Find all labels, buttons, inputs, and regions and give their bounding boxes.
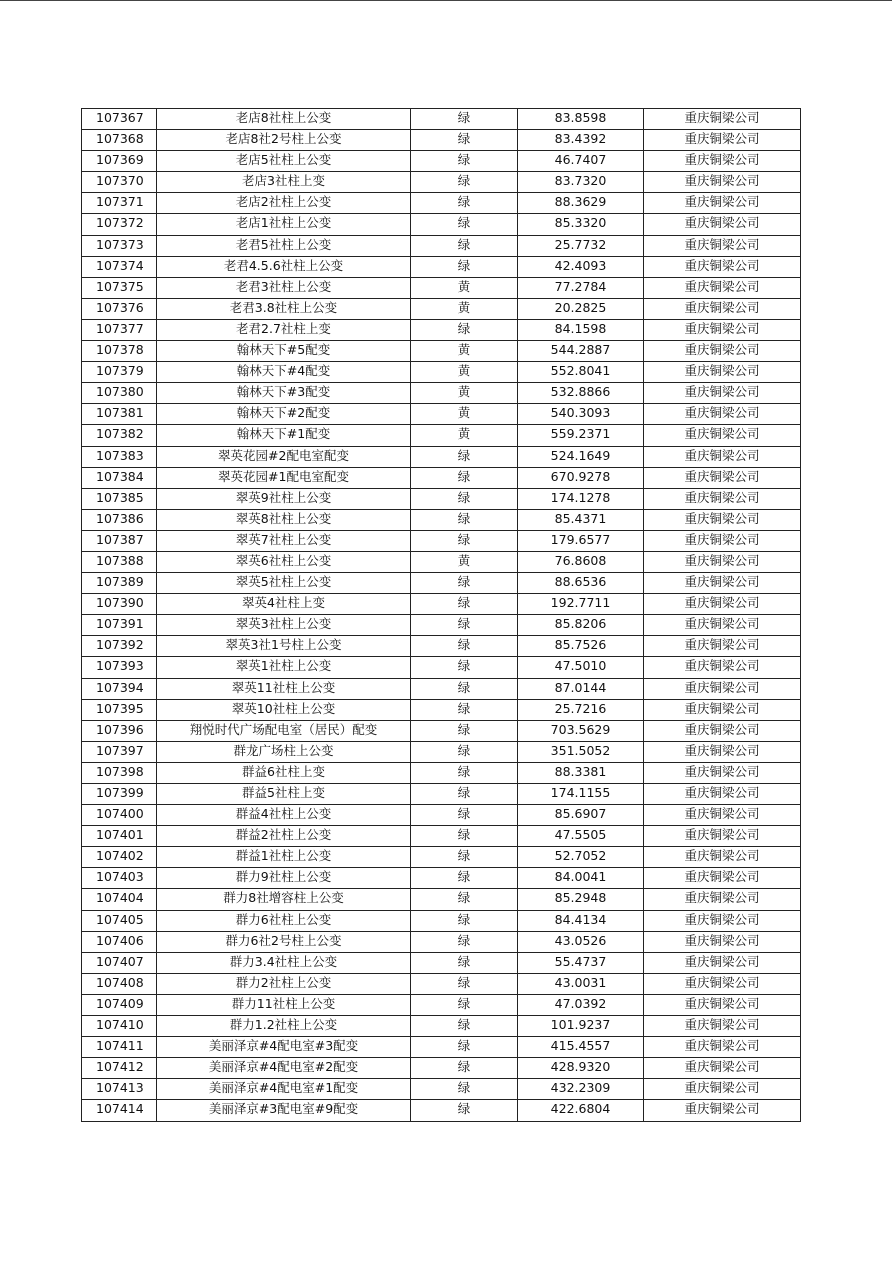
cell-name: 翠英3社柱上公变	[157, 615, 411, 636]
cell-id: 107404	[82, 889, 157, 910]
cell-name: 群力2社柱上公变	[157, 973, 411, 994]
cell-value: 42.4093	[518, 256, 644, 277]
cell-name: 群力11社柱上公变	[157, 994, 411, 1015]
cell-value: 88.3381	[518, 762, 644, 783]
cell-id: 107378	[82, 341, 157, 362]
cell-name: 美丽泽京#4配电室#3配变	[157, 1037, 411, 1058]
cell-name: 老君4.5.6社柱上公变	[157, 256, 411, 277]
cell-id: 107410	[82, 1016, 157, 1037]
cell-value: 670.9278	[518, 467, 644, 488]
table-row	[82, 910, 801, 931]
cell-status-color: 绿	[411, 847, 518, 868]
cell-company: 重庆铜梁公司	[644, 973, 801, 994]
table-row	[82, 573, 801, 594]
cell-name: 老店8社柱上公变	[157, 109, 411, 130]
cell-status-color: 绿	[411, 594, 518, 615]
cell-company: 重庆铜梁公司	[644, 130, 801, 151]
cell-status-color: 绿	[411, 467, 518, 488]
table-row	[82, 530, 801, 551]
cell-status-color: 黄	[411, 277, 518, 298]
cell-id: 107375	[82, 277, 157, 298]
cell-status-color: 黄	[411, 341, 518, 362]
table-row	[82, 678, 801, 699]
cell-company: 重庆铜梁公司	[644, 1100, 801, 1121]
cell-company: 重庆铜梁公司	[644, 298, 801, 319]
cell-name: 翰林天下#4配变	[157, 362, 411, 383]
cell-id: 107414	[82, 1100, 157, 1121]
cell-company: 重庆铜梁公司	[644, 994, 801, 1015]
cell-company: 重庆铜梁公司	[644, 931, 801, 952]
cell-name: 翠英9社柱上公变	[157, 488, 411, 509]
cell-status-color: 绿	[411, 699, 518, 720]
cell-value: 46.7407	[518, 151, 644, 172]
cell-name: 美丽泽京#3配电室#9配变	[157, 1100, 411, 1121]
cell-name: 翠英8社柱上公变	[157, 509, 411, 530]
cell-id: 107392	[82, 636, 157, 657]
cell-name: 群益6社柱上变	[157, 762, 411, 783]
cell-name: 翠英5社柱上公变	[157, 573, 411, 594]
cell-id: 107380	[82, 383, 157, 404]
cell-company: 重庆铜梁公司	[644, 762, 801, 783]
cell-status-color: 绿	[411, 868, 518, 889]
cell-company: 重庆铜梁公司	[644, 488, 801, 509]
cell-status-color: 绿	[411, 214, 518, 235]
cell-status-color: 绿	[411, 1037, 518, 1058]
cell-id: 107393	[82, 657, 157, 678]
transformer-table	[81, 108, 801, 1122]
cell-value: 25.7216	[518, 699, 644, 720]
cell-value: 47.0392	[518, 994, 644, 1015]
cell-name: 群益4社柱上公变	[157, 805, 411, 826]
cell-status-color: 绿	[411, 994, 518, 1015]
cell-status-color: 绿	[411, 256, 518, 277]
table-row	[82, 1016, 801, 1037]
cell-status-color: 绿	[411, 741, 518, 762]
table-row	[82, 889, 801, 910]
table-row	[82, 784, 801, 805]
table-row	[82, 172, 801, 193]
cell-value: 43.0526	[518, 931, 644, 952]
cell-id: 107372	[82, 214, 157, 235]
cell-name: 群力6社2号柱上公变	[157, 931, 411, 952]
cell-status-color: 绿	[411, 762, 518, 783]
cell-id: 107382	[82, 425, 157, 446]
cell-company: 重庆铜梁公司	[644, 868, 801, 889]
table-row	[82, 383, 801, 404]
cell-company: 重庆铜梁公司	[644, 636, 801, 657]
table-row	[82, 467, 801, 488]
cell-name: 群力1.2社柱上公变	[157, 1016, 411, 1037]
cell-value: 83.8598	[518, 109, 644, 130]
cell-status-color: 绿	[411, 910, 518, 931]
cell-name: 翰林天下#2配变	[157, 404, 411, 425]
cell-value: 174.1278	[518, 488, 644, 509]
cell-value: 85.7526	[518, 636, 644, 657]
cell-company: 重庆铜梁公司	[644, 657, 801, 678]
cell-value: 20.2825	[518, 298, 644, 319]
cell-id: 107386	[82, 509, 157, 530]
cell-name: 美丽泽京#4配电室#2配变	[157, 1058, 411, 1079]
cell-status-color: 绿	[411, 319, 518, 340]
cell-value: 83.4392	[518, 130, 644, 151]
cell-company: 重庆铜梁公司	[644, 509, 801, 530]
cell-value: 52.7052	[518, 847, 644, 868]
cell-id: 107399	[82, 784, 157, 805]
cell-id: 107387	[82, 530, 157, 551]
cell-id: 107369	[82, 151, 157, 172]
cell-company: 重庆铜梁公司	[644, 720, 801, 741]
cell-status-color: 绿	[411, 1079, 518, 1100]
cell-company: 重庆铜梁公司	[644, 699, 801, 720]
cell-company: 重庆铜梁公司	[644, 551, 801, 572]
table-row	[82, 1037, 801, 1058]
cell-id: 107401	[82, 826, 157, 847]
cell-status-color: 绿	[411, 1016, 518, 1037]
table-row	[82, 994, 801, 1015]
table-row	[82, 341, 801, 362]
cell-value: 85.3320	[518, 214, 644, 235]
table-row	[82, 636, 801, 657]
cell-id: 107388	[82, 551, 157, 572]
table-row	[82, 214, 801, 235]
cell-value: 47.5505	[518, 826, 644, 847]
cell-company: 重庆铜梁公司	[644, 383, 801, 404]
cell-company: 重庆铜梁公司	[644, 1058, 801, 1079]
cell-id: 107406	[82, 931, 157, 952]
table-row	[82, 615, 801, 636]
cell-value: 85.8206	[518, 615, 644, 636]
cell-name: 翠英花园#1配电室配变	[157, 467, 411, 488]
table-row	[82, 425, 801, 446]
cell-name: 翠英7社柱上公变	[157, 530, 411, 551]
cell-id: 107403	[82, 868, 157, 889]
cell-status-color: 绿	[411, 826, 518, 847]
cell-id: 107402	[82, 847, 157, 868]
cell-status-color: 绿	[411, 805, 518, 826]
cell-value: 524.1649	[518, 446, 644, 467]
cell-value: 25.7732	[518, 235, 644, 256]
cell-status-color: 黄	[411, 383, 518, 404]
table-row	[82, 446, 801, 467]
table-row	[82, 868, 801, 889]
cell-status-color: 黄	[411, 362, 518, 383]
cell-company: 重庆铜梁公司	[644, 1016, 801, 1037]
cell-company: 重庆铜梁公司	[644, 319, 801, 340]
table-row	[82, 952, 801, 973]
cell-company: 重庆铜梁公司	[644, 446, 801, 467]
cell-company: 重庆铜梁公司	[644, 277, 801, 298]
cell-name: 翰林天下#3配变	[157, 383, 411, 404]
table-row	[82, 404, 801, 425]
cell-name: 群力3.4社柱上公变	[157, 952, 411, 973]
table-row	[82, 151, 801, 172]
cell-value: 101.9237	[518, 1016, 644, 1037]
cell-name: 老店2社柱上公变	[157, 193, 411, 214]
cell-name: 群益1社柱上公变	[157, 847, 411, 868]
cell-name: 翠英1社柱上公变	[157, 657, 411, 678]
cell-status-color: 绿	[411, 151, 518, 172]
cell-value: 84.4134	[518, 910, 644, 931]
cell-name: 翠英11社柱上公变	[157, 678, 411, 699]
cell-status-color: 绿	[411, 973, 518, 994]
table-row	[82, 657, 801, 678]
cell-id: 107391	[82, 615, 157, 636]
table-row	[82, 826, 801, 847]
cell-company: 重庆铜梁公司	[644, 826, 801, 847]
cell-name: 美丽泽京#4配电室#1配变	[157, 1079, 411, 1100]
cell-company: 重庆铜梁公司	[644, 362, 801, 383]
cell-company: 重庆铜梁公司	[644, 151, 801, 172]
cell-value: 559.2371	[518, 425, 644, 446]
cell-name: 老店5社柱上公变	[157, 151, 411, 172]
cell-value: 88.3629	[518, 193, 644, 214]
cell-id: 107374	[82, 256, 157, 277]
table-row	[82, 256, 801, 277]
table-row	[82, 319, 801, 340]
cell-name: 翔悦时代广场配电室（居民）配变	[157, 720, 411, 741]
cell-status-color: 绿	[411, 446, 518, 467]
cell-value: 415.4557	[518, 1037, 644, 1058]
cell-value: 703.5629	[518, 720, 644, 741]
cell-company: 重庆铜梁公司	[644, 784, 801, 805]
cell-status-color: 绿	[411, 573, 518, 594]
cell-value: 422.6804	[518, 1100, 644, 1121]
cell-name: 老君3.8社柱上公变	[157, 298, 411, 319]
cell-company: 重庆铜梁公司	[644, 1079, 801, 1100]
cell-name: 老店8社2号柱上公变	[157, 130, 411, 151]
cell-status-color: 绿	[411, 488, 518, 509]
table-row	[82, 509, 801, 530]
cell-name: 翠英3社1号柱上公变	[157, 636, 411, 657]
cell-value: 192.7711	[518, 594, 644, 615]
cell-name: 老店3社柱上变	[157, 172, 411, 193]
cell-id: 107400	[82, 805, 157, 826]
cell-status-color: 黄	[411, 298, 518, 319]
cell-status-color: 绿	[411, 889, 518, 910]
cell-company: 重庆铜梁公司	[644, 256, 801, 277]
cell-id: 107394	[82, 678, 157, 699]
cell-company: 重庆铜梁公司	[644, 404, 801, 425]
cell-value: 428.9320	[518, 1058, 644, 1079]
cell-company: 重庆铜梁公司	[644, 214, 801, 235]
cell-id: 107384	[82, 467, 157, 488]
cell-company: 重庆铜梁公司	[644, 193, 801, 214]
table-row	[82, 1100, 801, 1121]
cell-status-color: 黄	[411, 551, 518, 572]
cell-company: 重庆铜梁公司	[644, 235, 801, 256]
cell-status-color: 绿	[411, 1100, 518, 1121]
cell-name: 老君5社柱上公变	[157, 235, 411, 256]
cell-name: 翠英花园#2配电室配变	[157, 446, 411, 467]
table-row	[82, 488, 801, 509]
cell-status-color: 绿	[411, 784, 518, 805]
cell-value: 76.8608	[518, 551, 644, 572]
cell-value: 85.2948	[518, 889, 644, 910]
cell-value: 77.2784	[518, 277, 644, 298]
cell-value: 84.1598	[518, 319, 644, 340]
cell-company: 重庆铜梁公司	[644, 467, 801, 488]
cell-value: 85.6907	[518, 805, 644, 826]
table-row	[82, 720, 801, 741]
cell-value: 43.0031	[518, 973, 644, 994]
table-row	[82, 847, 801, 868]
cell-value: 47.5010	[518, 657, 644, 678]
cell-id: 107379	[82, 362, 157, 383]
cell-status-color: 绿	[411, 193, 518, 214]
cell-id: 107373	[82, 235, 157, 256]
cell-value: 88.6536	[518, 573, 644, 594]
cell-id: 107371	[82, 193, 157, 214]
table-row	[82, 1058, 801, 1079]
cell-id: 107381	[82, 404, 157, 425]
cell-company: 重庆铜梁公司	[644, 1037, 801, 1058]
cell-company: 重庆铜梁公司	[644, 952, 801, 973]
cell-name: 翠英6社柱上公变	[157, 551, 411, 572]
table-row	[82, 741, 801, 762]
table-row	[82, 362, 801, 383]
cell-status-color: 绿	[411, 109, 518, 130]
cell-id: 107408	[82, 973, 157, 994]
cell-company: 重庆铜梁公司	[644, 910, 801, 931]
cell-status-color: 绿	[411, 172, 518, 193]
cell-name: 老君2.7社柱上变	[157, 319, 411, 340]
cell-value: 544.2887	[518, 341, 644, 362]
cell-id: 107377	[82, 319, 157, 340]
table-row	[82, 298, 801, 319]
cell-name: 翠英10社柱上公变	[157, 699, 411, 720]
cell-company: 重庆铜梁公司	[644, 615, 801, 636]
cell-status-color: 绿	[411, 130, 518, 151]
cell-value: 532.8866	[518, 383, 644, 404]
cell-name: 群益5社柱上变	[157, 784, 411, 805]
cell-name: 群力6社柱上公变	[157, 910, 411, 931]
cell-status-color: 绿	[411, 657, 518, 678]
cell-id: 107395	[82, 699, 157, 720]
cell-company: 重庆铜梁公司	[644, 805, 801, 826]
cell-company: 重庆铜梁公司	[644, 109, 801, 130]
table-row	[82, 805, 801, 826]
cell-company: 重庆铜梁公司	[644, 889, 801, 910]
cell-id: 107407	[82, 952, 157, 973]
cell-status-color: 绿	[411, 509, 518, 530]
cell-value: 83.7320	[518, 172, 644, 193]
cell-status-color: 绿	[411, 678, 518, 699]
cell-name: 群益2社柱上公变	[157, 826, 411, 847]
cell-id: 107385	[82, 488, 157, 509]
cell-status-color: 绿	[411, 636, 518, 657]
cell-id: 107390	[82, 594, 157, 615]
table-row	[82, 1079, 801, 1100]
cell-company: 重庆铜梁公司	[644, 530, 801, 551]
cell-company: 重庆铜梁公司	[644, 573, 801, 594]
cell-id: 107405	[82, 910, 157, 931]
cell-id: 107396	[82, 720, 157, 741]
cell-value: 85.4371	[518, 509, 644, 530]
cell-company: 重庆铜梁公司	[644, 425, 801, 446]
cell-value: 552.8041	[518, 362, 644, 383]
cell-company: 重庆铜梁公司	[644, 741, 801, 762]
table-row	[82, 130, 801, 151]
cell-value: 432.2309	[518, 1079, 644, 1100]
cell-name: 群龙广场柱上公变	[157, 741, 411, 762]
cell-id: 107398	[82, 762, 157, 783]
cell-company: 重庆铜梁公司	[644, 172, 801, 193]
cell-id: 107412	[82, 1058, 157, 1079]
table-row	[82, 973, 801, 994]
cell-id: 107413	[82, 1079, 157, 1100]
cell-name: 群力9社柱上公变	[157, 868, 411, 889]
cell-company: 重庆铜梁公司	[644, 341, 801, 362]
cell-value: 351.5052	[518, 741, 644, 762]
table-row	[82, 594, 801, 615]
page-top-rule	[0, 0, 892, 1]
cell-value: 179.6577	[518, 530, 644, 551]
cell-name: 老君3社柱上公变	[157, 277, 411, 298]
cell-value: 84.0041	[518, 868, 644, 889]
cell-name: 老店1社柱上公变	[157, 214, 411, 235]
cell-name: 翠英4社柱上变	[157, 594, 411, 615]
cell-id: 107411	[82, 1037, 157, 1058]
cell-company: 重庆铜梁公司	[644, 594, 801, 615]
cell-id: 107409	[82, 994, 157, 1015]
cell-name: 翰林天下#5配变	[157, 341, 411, 362]
table-row	[82, 193, 801, 214]
cell-name: 翰林天下#1配变	[157, 425, 411, 446]
cell-id: 107368	[82, 130, 157, 151]
cell-id: 107376	[82, 298, 157, 319]
table-row	[82, 762, 801, 783]
table-row	[82, 235, 801, 256]
cell-status-color: 绿	[411, 1058, 518, 1079]
table-row	[82, 699, 801, 720]
table-body	[82, 109, 801, 1122]
cell-name: 群力8社增容柱上公变	[157, 889, 411, 910]
cell-status-color: 绿	[411, 530, 518, 551]
cell-status-color: 绿	[411, 931, 518, 952]
cell-value: 55.4737	[518, 952, 644, 973]
cell-id: 107397	[82, 741, 157, 762]
cell-id: 107370	[82, 172, 157, 193]
cell-company: 重庆铜梁公司	[644, 678, 801, 699]
cell-value: 540.3093	[518, 404, 644, 425]
cell-id: 107389	[82, 573, 157, 594]
cell-value: 87.0144	[518, 678, 644, 699]
table-row	[82, 277, 801, 298]
cell-value: 174.1155	[518, 784, 644, 805]
cell-status-color: 黄	[411, 425, 518, 446]
cell-status-color: 绿	[411, 615, 518, 636]
cell-id: 107367	[82, 109, 157, 130]
cell-status-color: 绿	[411, 952, 518, 973]
cell-status-color: 绿	[411, 235, 518, 256]
cell-status-color: 绿	[411, 720, 518, 741]
table-row	[82, 551, 801, 572]
table-row	[82, 931, 801, 952]
cell-status-color: 黄	[411, 404, 518, 425]
cell-id: 107383	[82, 446, 157, 467]
table-row	[82, 109, 801, 130]
cell-company: 重庆铜梁公司	[644, 847, 801, 868]
